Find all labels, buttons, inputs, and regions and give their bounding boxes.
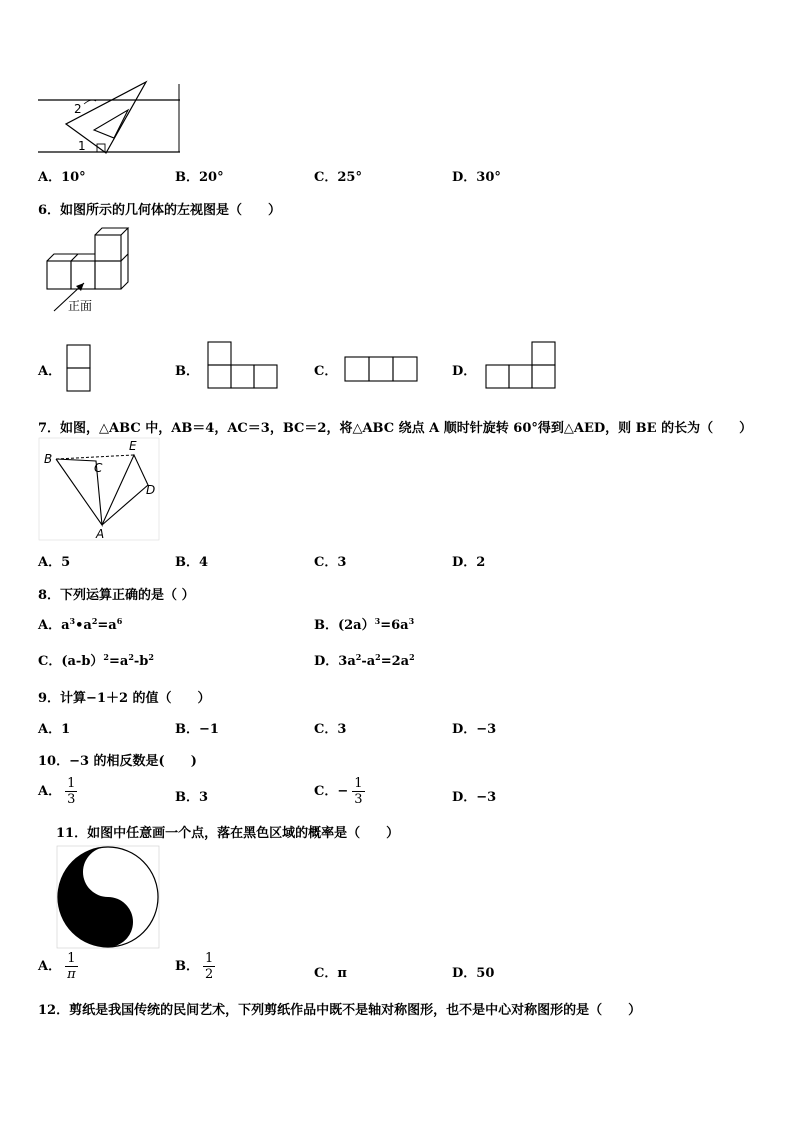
q8-a-exp1: 3 — [69, 616, 76, 626]
q5-option-b[interactable]: B．20° — [175, 170, 224, 185]
q8-option-a[interactable] — [38, 614, 122, 633]
q10-stem: 10．−3 的相反数是( ) — [38, 754, 197, 769]
q7-point-c: C — [94, 461, 103, 475]
q9-option-d[interactable]: D．−3 — [452, 722, 497, 737]
q10-c-label: C．− — [314, 784, 349, 799]
q9-option-a[interactable]: A．1 — [38, 722, 71, 737]
q9-option-c[interactable]: C．3 — [314, 722, 347, 737]
q5-option-c[interactable]: C．25° — [314, 170, 362, 185]
q8-d-exp2: 2 — [375, 652, 381, 662]
q5-angle-2-label: 2 — [74, 102, 82, 116]
q11-b-denominator: 2 — [205, 967, 214, 982]
q6-option-b-view — [207, 341, 279, 389]
q8-c-prefix: C．(a-b） — [38, 654, 104, 669]
q8-d-exp3: 2 — [409, 652, 415, 662]
q8-a-exp3: 6 — [116, 616, 123, 626]
q10-option-d[interactable]: D．−3 — [452, 790, 497, 805]
q10-option-c[interactable] — [314, 776, 365, 807]
q6-option-b[interactable]: B． — [175, 364, 199, 379]
q11-b-fraction — [203, 951, 215, 982]
q10-a-fraction — [65, 776, 77, 807]
q8-stem: 8．下列运算正确的是（ ） — [38, 588, 195, 603]
q6-option-a[interactable]: A． — [38, 364, 62, 379]
q11-stem: 11．如图中任意画一个点，落在黑色区域的概率是（ ） — [56, 826, 400, 841]
q11-a-label: A． — [38, 959, 62, 974]
q7-point-b: B — [44, 452, 53, 466]
q6-option-c[interactable]: C． — [314, 364, 338, 379]
q9-option-b[interactable]: B．−1 — [175, 722, 219, 737]
q7-point-d: D — [146, 483, 156, 497]
q8-option-c[interactable] — [38, 650, 154, 669]
q8-option-b[interactable] — [314, 614, 414, 633]
q10-c-denominator: 3 — [354, 792, 363, 807]
q7-point-e: E — [129, 439, 137, 453]
q6-option-a-view — [66, 344, 92, 392]
q11-a-fraction — [65, 951, 78, 982]
q12-stem: 12．剪纸是我国传统的民间艺术，下列剪纸作品中既不是轴对称图形，也不是中心对称图形的是（ ） — [38, 1003, 642, 1018]
q8-d-mid: -a — [361, 654, 376, 669]
q9-stem: 9．计算−1＋2 的值（ ） — [38, 691, 211, 706]
q8-b-prefix: B．(2a） — [314, 618, 375, 633]
q7-point-a: A — [96, 527, 105, 541]
q8-d-prefix: D．3a — [314, 654, 356, 669]
q6-solid-figure — [44, 225, 144, 317]
q5-figure — [36, 78, 186, 158]
q8-option-d[interactable] — [314, 650, 415, 669]
q11-option-d[interactable]: D．50 — [452, 966, 495, 981]
q11-b-numerator: 1 — [205, 951, 214, 966]
q7-triangle-figure — [38, 437, 160, 541]
q8-d-mid2: =2a — [380, 654, 410, 669]
q6-option-d[interactable]: D． — [452, 364, 477, 379]
q8-c-mid: =a — [109, 654, 129, 669]
q5-option-d[interactable]: D．30° — [452, 170, 501, 185]
q6-front-label: 正面 — [68, 299, 93, 313]
q8-b-exp2: 3 — [408, 616, 415, 626]
q10-option-a[interactable] — [38, 776, 77, 807]
q10-a-label: A． — [38, 784, 62, 799]
q7-option-d[interactable]: D．2 — [452, 555, 486, 570]
q8-c-mid2: -b — [133, 654, 149, 669]
q11-a-denominator: π — [67, 967, 76, 982]
q10-a-numerator: 1 — [67, 776, 76, 791]
q10-c-numerator: 1 — [354, 776, 363, 791]
q6-option-c-view — [344, 356, 418, 382]
q7-option-a[interactable]: A．5 — [38, 555, 71, 570]
q8-c-exp3: 2 — [148, 652, 154, 662]
q8-c-exp1: 2 — [103, 652, 109, 662]
q6-option-d-view — [485, 341, 557, 389]
q11-a-numerator: 1 — [67, 951, 76, 966]
q10-option-b[interactable]: B．3 — [175, 790, 209, 805]
q11-b-label: B． — [175, 959, 199, 974]
q8-a-exp2: 2 — [91, 616, 98, 626]
q8-b-exp1: 3 — [374, 616, 381, 626]
q10-c-fraction — [352, 776, 364, 807]
q8-c-exp2: 2 — [128, 652, 134, 662]
q10-a-denominator: 3 — [67, 792, 76, 807]
q7-option-b[interactable]: B．4 — [175, 555, 209, 570]
q8-a-mid2: =a — [97, 618, 117, 633]
q7-stem: 7．如图，△ABC 中，AB＝4，AC＝3，BC＝2，将△ABC 绕点 A 顺时针旋转 60°得到△AED，则 BE 的长为（ ） — [38, 421, 753, 436]
q8-a-prefix: A．a — [38, 618, 70, 633]
q5-angle-1-label: 1 — [78, 139, 86, 153]
q11-yin-yang-figure — [56, 845, 160, 949]
q8-d-exp1: 2 — [355, 652, 362, 662]
q11-option-a[interactable] — [38, 951, 78, 982]
q6-stem: 6．如图所示的几何体的左视图是（ ） — [38, 203, 282, 218]
q11-option-b[interactable] — [175, 951, 215, 982]
q11-option-c[interactable]: C．π — [314, 966, 347, 981]
q5-option-a[interactable]: A．10° — [38, 170, 86, 185]
q7-option-c[interactable]: C．3 — [314, 555, 347, 570]
q8-a-mid: •a — [75, 618, 92, 633]
q8-b-mid: =6a — [380, 618, 409, 633]
